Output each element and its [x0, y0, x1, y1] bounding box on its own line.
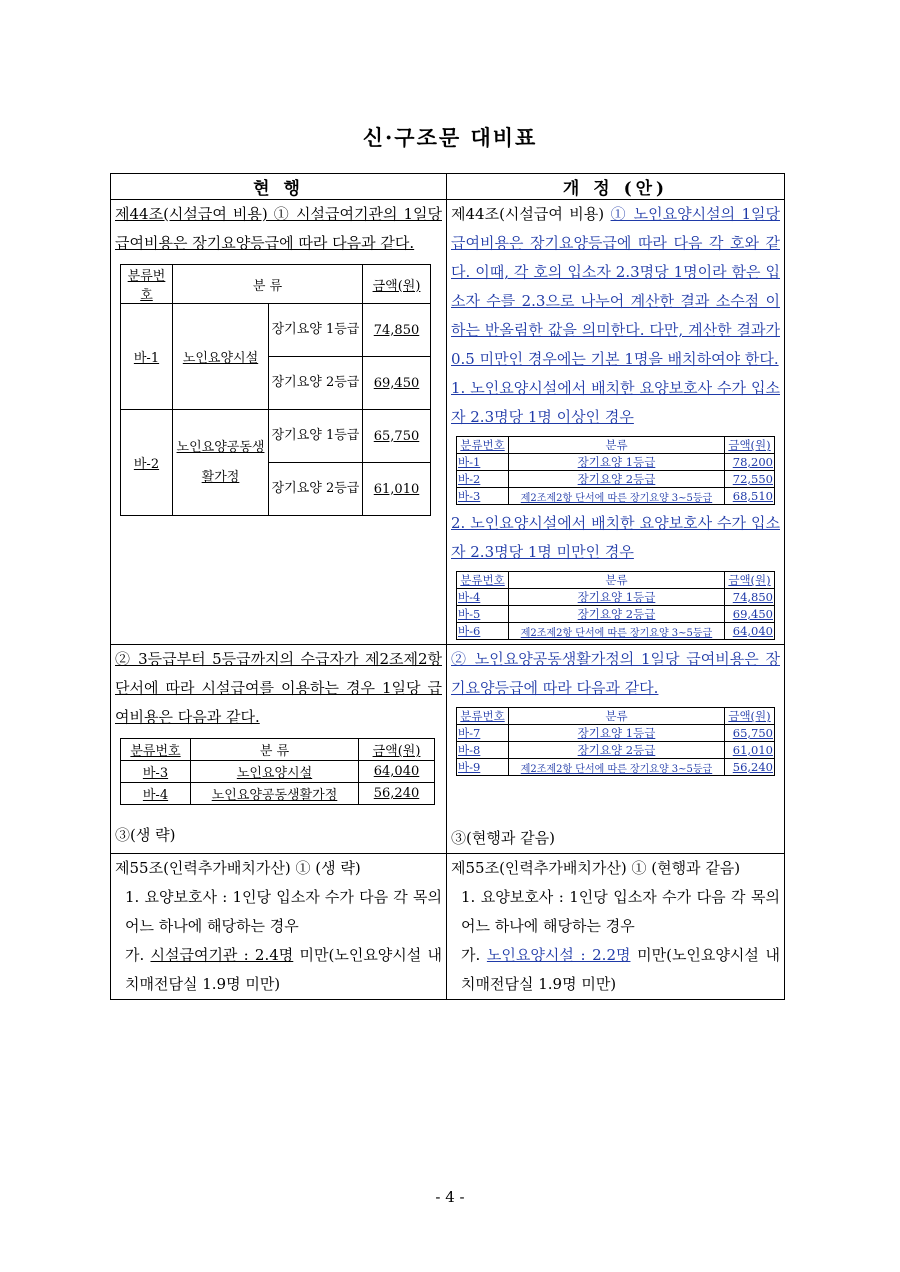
revised-fee-table-3 — [456, 707, 775, 776]
revised-subsection-1: 1. 노인요양시설에서 배치한 요양보호사 수가 입소자 2.3명당 1명 이상인 경우 — [451, 379, 780, 426]
current-art44-para3: ③(생 략) — [115, 826, 176, 844]
header-current: 현 행 — [111, 174, 447, 200]
table-cell-type: 노인요양시설 — [173, 304, 269, 410]
current-art44-para2-cell — [111, 645, 447, 854]
table-cell-code: 바-1 — [457, 454, 509, 471]
table-cell-code: 바-4 — [121, 783, 191, 805]
table-cell-code: 바-3 — [121, 761, 191, 783]
current-art44-para1: 제44조(시설급여 비용) ① 시설급여기관의 1일당 급여비용은 장기요양등급에 따라 다음과 같다. — [115, 205, 442, 252]
table-cell-type: 노인요양공동생활가정 — [173, 410, 269, 516]
table-cell-type: 장기요양 1등급 — [509, 589, 725, 606]
col-header-code: 분류번호 — [457, 572, 509, 589]
table-cell-type: 제2조제2항 단서에 따른 장기요양 3~5등급 — [509, 623, 725, 640]
table-cell-grade: 장기요양 2등급 — [269, 357, 363, 410]
revised-article-55 — [447, 854, 785, 1000]
item-ga-rest: 미만(노인요양시설 내 치매전담실 1.9명 미만) — [125, 946, 442, 993]
table-cell-amount: 72,550 — [725, 471, 775, 488]
table-cell-amount: 56,240 — [725, 759, 775, 776]
table-cell-amount: 74,850 — [363, 304, 431, 357]
revised-art55-heading: 제55조(인력추가배치가산) ① (현행과 같음) — [451, 859, 741, 877]
item-ga-changed: 노인요양시설 : 2.2명 — [486, 946, 631, 964]
col-header-type: 분류 — [509, 572, 725, 589]
table-cell-code: 바-2 — [121, 410, 173, 516]
current-art55-heading: 제55조(인력추가배치가산) ① (생 략) — [115, 859, 361, 877]
table-cell-type: 장기요양 2등급 — [509, 742, 725, 759]
table-cell-amount: 65,750 — [363, 410, 431, 463]
revised-art55-item1: 1. 요양보호사 : 1인당 입소자 수가 다음 각 목의 어느 하나에 해당하는 경우 — [461, 888, 780, 935]
table-cell-type: 장기요양 2등급 — [509, 471, 725, 488]
table-cell-code: 바-5 — [457, 606, 509, 623]
current-fee-table-1 — [120, 264, 431, 516]
col-header-type: 분 류 — [173, 265, 363, 304]
col-header-code: 분류번호 — [457, 437, 509, 454]
col-header-type: 분류 — [509, 708, 725, 725]
col-header-code: 분류번호 — [121, 739, 191, 761]
revised-art44-para3: ③(현행과 같음) — [451, 829, 555, 847]
table-cell-type: 장기요양 2등급 — [509, 606, 725, 623]
table-cell-amount: 69,450 — [363, 357, 431, 410]
current-article-44 — [111, 200, 447, 645]
current-art55-item1: 1. 요양보호사 : 1인당 입소자 수가 다음 각 목의 어느 하나에 해당하는 경우 — [125, 888, 442, 935]
col-header-type: 분 류 — [191, 739, 359, 761]
table-cell-amount: 65,750 — [725, 725, 775, 742]
current-art44-para2: ② 3등급부터 5등급까지의 수급자가 제2조제2항 단서에 따라 시설급여를 이용하는 경우 1일당 급여비용은 다음과 같다. — [115, 650, 442, 726]
revised-art44-para2: ② 노인요양공동생활가정의 1일당 급여비용은 장기요양등급에 따라 다음과 같다. — [451, 650, 780, 697]
revised-art55-item-ga — [447, 941, 784, 999]
item-ga-prefix: 가. — [125, 946, 151, 964]
page-title: 신·구조문 대비표 — [362, 125, 538, 150]
table-cell-amount: 74,850 — [725, 589, 775, 606]
table-cell-code: 바-6 — [457, 623, 509, 640]
revised-article-44 — [447, 200, 785, 645]
revised-art44-prefix: 제44조(시설급여 비용) — [451, 205, 611, 223]
col-header-code: 분류번호 — [121, 265, 173, 304]
col-header-type: 분류 — [509, 437, 725, 454]
table-cell-amount: 78,200 — [725, 454, 775, 471]
page-number: - 4 - — [435, 1188, 465, 1206]
table-cell-amount: 64,040 — [725, 623, 775, 640]
table-cell-type: 제2조제2항 단서에 따른 장기요양 3~5등급 — [509, 488, 725, 505]
table-cell-type: 노인요양시설 — [191, 761, 359, 783]
table-cell-code: 바-8 — [457, 742, 509, 759]
revised-art44-para1 — [447, 200, 784, 374]
table-cell-amount: 68,510 — [725, 488, 775, 505]
table-cell-code: 바-9 — [457, 759, 509, 776]
revised-fee-table-1 — [456, 436, 775, 505]
table-cell-code: 바-4 — [457, 589, 509, 606]
table-cell-type: 노인요양공동생활가정 — [191, 783, 359, 805]
revised-art44-para2-cell — [447, 645, 785, 854]
col-header-amount: 금액(원) — [725, 437, 775, 454]
item-ga-changed: 시설급여기관 : 2.4명 — [150, 946, 294, 964]
table-cell-amount: 69,450 — [725, 606, 775, 623]
current-fee-table-2 — [120, 738, 435, 805]
table-cell-code: 바-1 — [121, 304, 173, 410]
table-cell-code: 바-3 — [457, 488, 509, 505]
table-cell-code: 바-2 — [457, 471, 509, 488]
col-header-code: 분류번호 — [457, 708, 509, 725]
revised-art44-body: ① 노인요양시설의 1일당 급여비용은 장기요양등급에 따라 다음 각 호와 같다. 이때, 각 호의 입소자 2.3명당 1명이라 함은 입소자 수를 2.3으로 나누어 계산한 결과 소수점 이하는 반올림한 값을 의미한다. 다만, 계산한 결과가 0.5 미만인 경우에는 기본 1명을 배치하여야 한다. — [451, 205, 781, 368]
item-ga-rest: 미만(노인요양시설 내 치매전담실 1.9명 미만) — [461, 946, 780, 993]
col-header-amount: 금액(원) — [359, 739, 435, 761]
col-header-amount: 금액(원) — [725, 572, 775, 589]
item-ga-prefix: 가. — [461, 946, 487, 964]
col-header-amount: 금액(원) — [725, 708, 775, 725]
table-cell-type: 장기요양 1등급 — [509, 454, 725, 471]
table-cell-grade: 장기요양 2등급 — [269, 463, 363, 516]
header-revised: 개 정 (안) — [447, 174, 785, 200]
comparison-table — [110, 173, 785, 1000]
table-cell-amount: 61,010 — [363, 463, 431, 516]
table-cell-type: 장기요양 1등급 — [509, 725, 725, 742]
current-article-55 — [111, 854, 447, 1000]
table-cell-amount: 61,010 — [725, 742, 775, 759]
table-cell-grade: 장기요양 1등급 — [269, 410, 363, 463]
table-cell-amount: 56,240 — [359, 783, 435, 805]
revised-fee-table-2 — [456, 571, 775, 640]
table-cell-code: 바-7 — [457, 725, 509, 742]
table-cell-type: 제2조제2항 단서에 따른 장기요양 3~5등급 — [509, 759, 725, 776]
current-art55-item-ga — [111, 941, 446, 999]
col-header-amount: 금액(원) — [363, 265, 431, 304]
revised-subsection-2: 2. 노인요양시설에서 배치한 요양보호사 수가 입소자 2.3명당 1명 미만인 경우 — [451, 514, 780, 561]
table-cell-grade: 장기요양 1등급 — [269, 304, 363, 357]
table-cell-amount: 64,040 — [359, 761, 435, 783]
